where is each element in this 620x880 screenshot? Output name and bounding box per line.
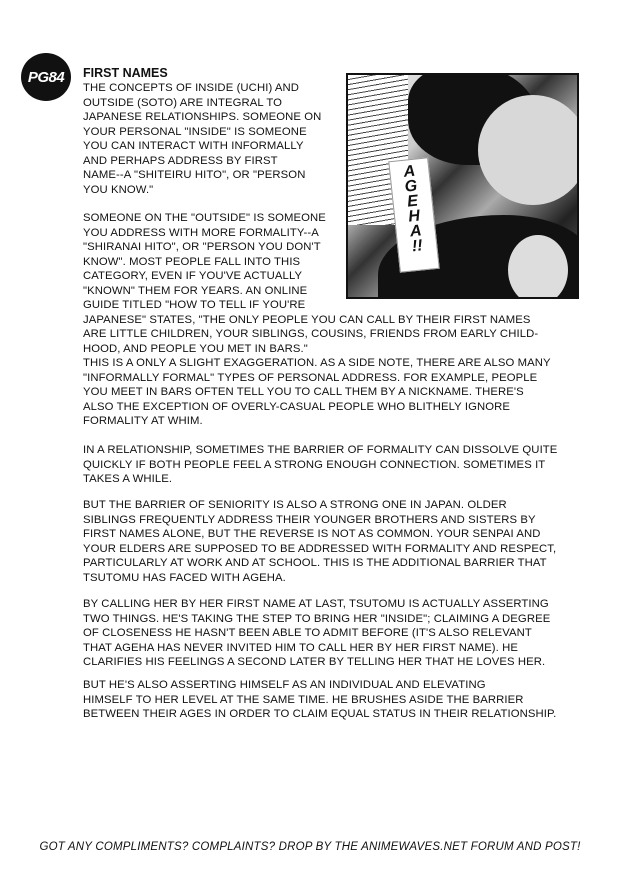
text-line: GUIDE TITLED "HOW TO TELL IF YOU'RE: [83, 299, 306, 311]
text-line: YOU ADDRESS WITH MORE FORMALITY--A: [83, 226, 319, 239]
text-line: THAT AGEHA HAS NEVER INVITED HIM TO CALL HER BY HER FIRST NAME). HE: [83, 641, 519, 654]
text-line: SIBLINGS FREQUENTLY ADDRESS THEIR YOUNGER BROTHERS AND SISTERS BY: [83, 513, 536, 526]
text-line: BY CALLING HER BY HER FIRST NAME AT LAST, TSUTOMU IS ACTUALLY ASSERTING: [83, 598, 549, 610]
text-line: CLARIFIES HIS FEELINGS A SECOND LATER BY TELLING HER THAT HE LOVES HER.: [83, 656, 546, 668]
text-line: YOU MEET IN BARS OFTEN TELL YOU TO CALL THEM BY A NICKNAME. THERE'S: [83, 386, 524, 398]
text-line: BUT HE'S ALSO ASSERTING HIMSELF AS AN INDIVIDUAL AND ELEVATING: [83, 679, 486, 691]
text-line: YOUR PERSONAL "INSIDE" IS SOMEONE: [83, 125, 307, 138]
text-line: YOU CAN INTERACT WITH INFORMALLY: [83, 140, 304, 152]
text-line: YOU KNOW.": [83, 183, 154, 196]
paragraph: [83, 211, 538, 356]
text-line: "SHIRANAI HITO", OR "PERSON YOU DON'T: [83, 241, 321, 253]
text-line: THE CONCEPTS OF INSIDE (UCHI) AND: [83, 82, 300, 94]
paragraph: [83, 597, 550, 670]
text-line: JAPANESE RELATIONSHIPS. SOMEONE ON: [83, 111, 322, 123]
text-line: THIS IS A ONLY A SLIGHT EXAGGERATION. AS A SIDE NOTE, THERE ARE ALSO MANY: [83, 357, 551, 369]
text-line: TSUTOMU HAS FACED WITH AGEHA.: [83, 571, 286, 584]
text-line: "KNOWN" THEM FOR YEARS. AN ONLINE: [83, 284, 308, 297]
text-line: HIMSELF TO HER LEVEL AT THE SAME TIME. HE BRUSHES ASIDE THE BARRIER: [83, 693, 524, 706]
paragraph: [83, 356, 551, 429]
text-line: JAPANESE" STATES, "THE ONLY PEOPLE YOU CAN CALL BY THEIR FIRST NAMES: [83, 313, 531, 326]
paragraph: [83, 81, 321, 197]
footer-text: GOT ANY COMPLIMENTS? COMPLAINTS? DROP BY THE ANIMEWAVES.NET FORUM AND POST!: [39, 841, 581, 853]
text-line: TWO THINGS. HE'S TAKING THE STEP TO BRING HER "INSIDE"; CLAIMING A DEGREE: [83, 612, 551, 625]
text-line: ARE LITTLE CHILDREN, YOUR SIBLINGS, COUSINS, FRIENDS FROM EARLY CHILD-: [83, 328, 539, 340]
page-number-badge: PG84: [21, 53, 71, 101]
text-line: TAKES A WHILE.: [83, 473, 173, 485]
text-line: BETWEEN THEIR AGES IN ORDER TO CLAIM EQUAL STATUS IN THEIR RELATIONSHIP.: [83, 708, 557, 720]
text-line: ALSO THE EXCEPTION OF OVERLY-CASUAL PEOPLE WHO BLITHELY IGNORE: [83, 400, 511, 413]
text-line: OF CLOSENESS HE HASN'T BEEN ABLE TO ADMIT BEFORE (IT'S ALSO RELEVANT: [83, 627, 532, 639]
paragraph: [83, 443, 557, 487]
text-line: FORMALITY AT WHIM.: [83, 415, 203, 427]
text-line: OUTSIDE (SOTO) ARE INTEGRAL TO: [83, 96, 283, 109]
text-line: BUT THE BARRIER OF SENIORITY IS ALSO A STRONG ONE IN JAPAN. OLDER: [83, 499, 507, 511]
character-face: [478, 95, 579, 205]
text-line: NAME--A "SHITEIRU HITO", OR "PERSON: [83, 169, 306, 181]
text-line: SOMEONE ON THE "OUTSIDE" IS SOMEONE: [83, 212, 326, 224]
text-line: PARTICULARLY AT WORK AND AT SCHOOL. THIS IS THE ADDITIONAL BARRIER THAT: [83, 557, 547, 569]
text-line: QUICKLY IF BOTH PEOPLE FEEL A STRONG ENOUGH CONNECTION. SOMETIMES IT: [83, 458, 546, 471]
text-line: FIRST NAMES ALONE, BUT THE REVERSE IS NOT AS COMMON. YOUR SENPAI AND: [83, 528, 541, 540]
paragraph: [83, 498, 556, 585]
text-line: IN A RELATIONSHIP, SOMETIMES THE BARRIER OF FORMALITY CAN DISSOLVE QUITE: [83, 444, 558, 456]
note-title: FIRST NAMES: [83, 66, 168, 80]
text-line: HOOD, AND PEOPLE YOU MET IN BARS.": [83, 342, 308, 355]
text-line: CATEGORY, EVEN IF YOU'VE ACTUALLY: [83, 270, 303, 282]
text-line: KNOW". MOST PEOPLE FALL INTO THIS: [83, 255, 301, 268]
text-line: YOUR ELDERS ARE SUPPOSED TO BE ADDRESSED WITH FORMALITY AND RESPECT,: [83, 542, 557, 555]
text-line: "INFORMALLY FORMAL" TYPES OF PERSONAL ADDRESS. FOR EXAMPLE, PEOPLE: [83, 371, 538, 384]
paragraph: [83, 678, 556, 722]
text-line: AND PERHAPS ADDRESS BY FIRST: [83, 154, 278, 167]
speech-bubble-text: AGEHA!!: [402, 162, 424, 256]
